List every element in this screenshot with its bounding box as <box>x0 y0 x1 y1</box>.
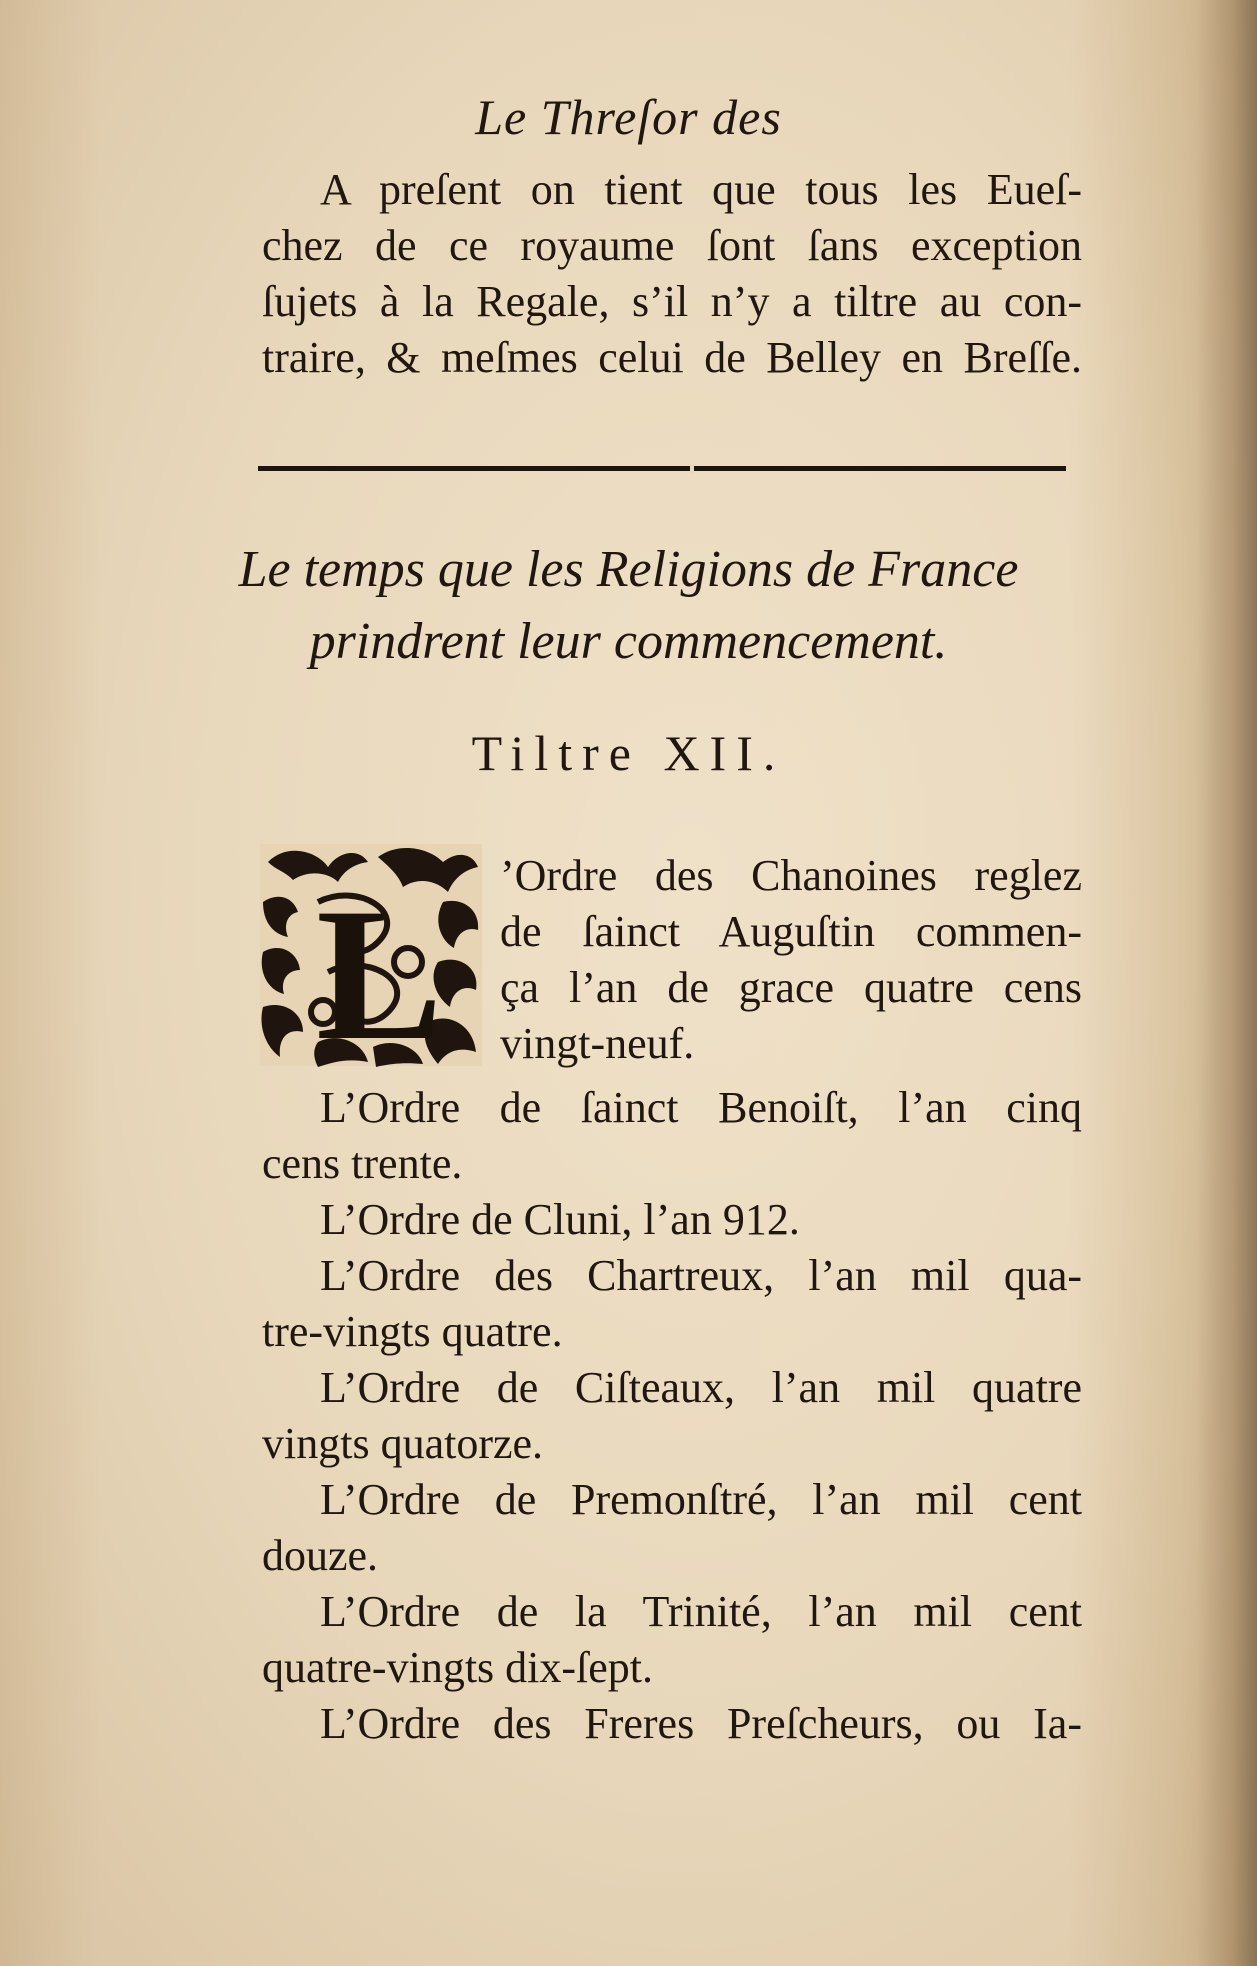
list-item: L’Ordre de Ciſteaux, l’an mil quatre <box>320 1363 1082 1412</box>
ornamental-drop-cap <box>258 842 484 1068</box>
list-item-continuation: vingts quatorze. <box>262 1419 544 1468</box>
section-heading-line-1: Le temps que les Religions de France <box>238 541 1019 598</box>
list-item: L’Ordre de ſainct Benoiſt, l’an cinq <box>320 1083 1082 1132</box>
opening-line: ſujets à la Regale, s’il n’y a tiltre au con- <box>262 277 1082 326</box>
running-head: Le Threſor des <box>475 89 782 145</box>
list-item: L’Ordre de Cluni, l’an 912. <box>320 1195 800 1244</box>
section-divider-rule <box>258 466 1066 471</box>
order-list <box>262 1080 1082 1752</box>
first-paragraph-line: vingt-neuf. <box>500 1019 695 1068</box>
drop-cap-ornament-icon <box>258 842 484 1068</box>
title-label: Tiltre XII. <box>471 725 786 781</box>
first-paragraph-line: ’Ordre des Chanoines reglez <box>500 851 1082 900</box>
list-item-continuation: douze. <box>262 1531 379 1580</box>
opening-line: chez de ce royaume ſont ſans exception <box>262 221 1082 270</box>
list-item: L’Ordre de la Trinité, l’an mil cent <box>320 1587 1082 1636</box>
opening-line: A preſent on tient que tous les Eueſ- <box>320 165 1082 214</box>
list-item: L’Ordre de Premonſtré, l’an mil cent <box>320 1475 1082 1524</box>
first-paragraph <box>500 848 1082 1072</box>
opening-line: traire, & meſmes celui de Belley en Breſſe. <box>262 333 1082 382</box>
drop-cap-letter: L <box>316 870 443 1068</box>
list-item-continuation: quatre-vingts dix-ſept. <box>262 1643 654 1692</box>
opening-paragraph <box>262 162 1082 386</box>
first-paragraph-line: de ſainct Auguſtin commen- <box>500 907 1082 956</box>
list-item-continuation: cens trente. <box>262 1139 463 1188</box>
section-divider-break <box>690 464 694 473</box>
list-item: L’Ordre des Chartreux, l’an mil qua- <box>320 1251 1082 1300</box>
list-item: L’Ordre des Freres Preſcheurs, ou Ia- <box>320 1699 1082 1748</box>
list-item-continuation: tre-vingts quatre. <box>262 1307 563 1356</box>
page-gutter-shadow <box>1197 0 1257 1966</box>
first-paragraph-line: ça l’an de grace quatre cens <box>500 963 1082 1012</box>
section-heading-line-2: prindrent leur commencement. <box>309 613 948 670</box>
